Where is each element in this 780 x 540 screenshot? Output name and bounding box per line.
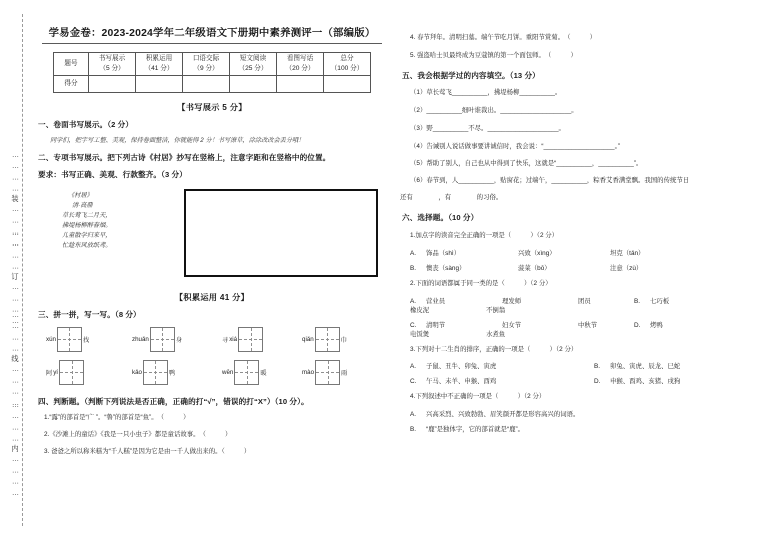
pinyin-item-3 <box>302 327 347 352</box>
choice-q2-option-a-part-3: 团员 <box>578 297 591 305</box>
poem-line-2: 拂堤杨柳醉春烟。 <box>62 221 112 229</box>
choice-q4-option-b[interactable] <box>410 424 760 433</box>
choice-q1-option-b-part-3: 注意（zù） <box>610 264 643 272</box>
score-col-0-points: （5 分） <box>99 65 125 73</box>
pinyin-item-7 <box>302 360 347 385</box>
pinyin-item-3-pinyin: qiǎn <box>302 335 314 343</box>
pinyin-item-6-pinyin: wēn <box>222 368 234 376</box>
pinyin-item-4-pinyin: yí <box>53 368 59 376</box>
poem-line-3: 儿童散学归来早， <box>62 231 112 239</box>
choice-q2-options-row-2[interactable] <box>410 320 760 338</box>
question-4-title: 四、判断题。（判断下列说法是否正确，正确的打“√”，错误的打“X”）（10 分）。 <box>38 396 309 406</box>
poem-text <box>62 191 112 251</box>
choice-q1-option-a[interactable] <box>410 248 760 257</box>
choice-q4-option-b-text: “鹿”是独体字，它的部首就是“鹿”。 <box>426 426 524 434</box>
fill-blank-item-6[interactable]: （6）春节到，人__________，贴窗花；过端午，__________，粽香艾香满堂飘。我国的传统节日 <box>410 176 690 184</box>
question-1-note: 同学们，把字写工整、美观，保持卷面整洁，你就能得 2 分！书写潦草，涂涂改改会丢分哦！ <box>50 136 305 144</box>
choice-q2-option-c-label: C. <box>410 321 417 329</box>
pinyin-item-5-right: 鸭 <box>168 369 176 377</box>
section-6-title: 六、选择题。（10 分） <box>402 213 479 223</box>
binding-margin <box>0 0 30 540</box>
score-col-3-points: （25 分） <box>238 65 268 73</box>
choice-question-4-stem[interactable]: 4.下列叙述中不正确的一项是（ ）（2 分） <box>410 393 546 401</box>
choice-q1-option-b-part-1: 懊丧（sàng） <box>426 264 466 272</box>
choice-q3-option-c-label: C. <box>410 378 417 386</box>
question-2-title: 二、专项书写展示。把下列古诗《村居》抄写在竖格上，注意字距和在竖格中的位置。 <box>38 152 331 162</box>
pinyin-item-5-grid[interactable] <box>143 360 168 385</box>
binding-dashed-line <box>22 14 23 526</box>
pinyin-item-6-grid[interactable] <box>234 360 259 385</box>
choice-q2-option-c-part-2: 妇女节 <box>502 321 522 329</box>
pinyin-item-0-pinyin: xún <box>46 335 56 343</box>
judgement-item-5[interactable]: 5. 强盗哈士贝最终成为豆蔻镇的第一个面包师。 （ ） <box>410 51 577 59</box>
binding-segment-grade: …………线………… <box>11 310 20 409</box>
choice-q1-option-a-part-3: 坦克（tǎn） <box>610 249 645 257</box>
pinyin-item-6-right: 暖 <box>260 369 267 377</box>
choice-q1-option-b-part-2: 菠菜（bō） <box>518 264 551 272</box>
choice-q2-option-d-label: D. <box>634 321 641 329</box>
pinyin-item-0-grid[interactable] <box>57 327 82 352</box>
pinyin-item-5-pinyin: kǎo <box>132 368 142 376</box>
judgement-item-2[interactable]: 2.《沙滩上的童话》《我是一只小虫子》都是童话故事。 （ ） <box>44 431 232 439</box>
poem-title: 《村居》 <box>68 191 93 199</box>
score-col-0-name: 书写展示 <box>98 55 126 62</box>
pinyin-item-7-pinyin: mào <box>302 368 315 376</box>
choice-q3-option-d-text: 申猴、酉鸡、亥猪、戌狗 <box>610 378 681 386</box>
choice-q1-option-b[interactable] <box>410 263 760 272</box>
pinyin-item-7-grid[interactable] <box>315 360 340 385</box>
score-col-5 <box>324 53 371 76</box>
choice-q2-option-c-part-3: 中秋节 <box>578 321 598 329</box>
fill-blank-item-5[interactable]: （5）帮助了别人，自己也从中得到了快乐，这就是“__________，__________”。 <box>410 159 643 167</box>
pinyin-item-3-grid[interactable] <box>315 327 340 352</box>
score-col-0 <box>89 53 136 76</box>
judgement-item-3[interactable]: 3. 爸爸之所以称米糕为“千人糕”是因为它是由一千人做出来的。（ ） <box>44 448 251 456</box>
pinyin-item-6 <box>222 360 267 385</box>
choice-q2-option-c-part-1: 清明节 <box>426 321 446 329</box>
choice-q2-option-b-part-2: 橡皮泥 <box>410 306 430 314</box>
score-col-2-name: 口语交际 <box>192 55 220 62</box>
choice-q2-option-a-part-1: 营业员 <box>426 297 446 305</box>
pinyin-row-2 <box>36 360 388 390</box>
pinyin-item-2-left: 寻 <box>222 336 229 344</box>
binding-segment-marks: …………装………… <box>11 150 20 249</box>
fill-blank-item-6-cont[interactable]: 还有 ，有 的习俗。 <box>400 193 503 201</box>
score-col-3 <box>230 53 277 76</box>
choice-q1-option-a-part-2: 兴致（xìng） <box>518 249 556 257</box>
pinyin-row-1 <box>36 325 388 355</box>
pinyin-item-1 <box>132 327 182 352</box>
table-row-score <box>54 76 371 93</box>
score-table-score-label: 得分 <box>54 76 89 93</box>
score-cell-4[interactable] <box>277 76 324 93</box>
choice-question-3-stem[interactable]: 3.下列对十二生肖的排序，正确的一项是（ ）（2 分） <box>410 345 578 353</box>
left-column <box>36 0 388 458</box>
choice-question-1-stem[interactable]: 1.加点字的读音完全正确的一项是（ ）（2 分） <box>410 231 559 239</box>
choice-q2-option-a-label: A. <box>410 297 417 305</box>
score-cell-3[interactable] <box>230 76 277 93</box>
pinyin-item-4-left: 阿 <box>46 369 53 377</box>
pinyin-item-2 <box>222 327 263 352</box>
choice-q4-option-a-text: 兴高采烈、兴致勃勃、眉笑颜开都是形容高兴的词语。 <box>426 411 580 419</box>
choice-q2-options-row-1[interactable] <box>410 296 760 314</box>
choice-q3-option-b-text: 卯兔、寅虎、辰龙、巳蛇 <box>610 363 681 371</box>
pinyin-item-2-pinyin: xiá <box>229 335 238 343</box>
choice-q4-option-a[interactable] <box>410 409 760 418</box>
choice-q2-option-b-part-3: 不倒翁 <box>486 306 506 314</box>
choice-q3-option-a-text: 子鼠、丑牛、卯兔、寅虎 <box>426 363 497 371</box>
fill-blank-item-4[interactable]: （4）告诫别人说话做事要讲诚信时，我会说：“____________________。” <box>410 142 620 150</box>
score-col-1-name: 积累运用 <box>145 55 173 62</box>
pinyin-item-3-right: 巾 <box>340 336 347 344</box>
question-1-title: 一、卷面书写展示。（2 分） <box>38 120 134 130</box>
binding-segment-class: …………订………… <box>11 228 20 327</box>
score-col-1 <box>136 53 183 76</box>
choice-q2-option-b-label: B. <box>634 297 641 305</box>
pinyin-item-1-right: 身 <box>175 336 183 344</box>
score-col-3-name: 短文阅读 <box>239 55 267 62</box>
pinyin-item-0 <box>46 327 89 352</box>
score-cell-5[interactable] <box>324 76 371 93</box>
pinyin-item-7-right: 雨 <box>341 369 348 377</box>
score-table <box>53 52 371 93</box>
right-column <box>400 0 760 433</box>
choice-q3-option-b-label: B. <box>594 363 601 371</box>
choice-q1-option-b-label: B. <box>410 264 417 272</box>
fill-blank-item-2[interactable]: （2）__________细叶谁裁出。____________________。 <box>410 107 578 115</box>
fill-blank-item-1[interactable]: （1）草长莺飞__________，拂堤杨柳__________。 <box>410 89 562 97</box>
choice-q3-options-row-1[interactable] <box>410 361 760 370</box>
pinyin-item-4 <box>46 360 84 385</box>
pinyin-item-4-grid[interactable] <box>59 360 84 385</box>
pinyin-item-1-grid[interactable] <box>150 327 175 352</box>
score-col-2-points: （9 分） <box>193 65 219 73</box>
choice-q2-option-d-part-1: 烤鸭 <box>650 321 663 329</box>
score-col-2 <box>183 53 230 76</box>
choice-q3-option-c-text: 午马、未羊、申猴、酉鸡 <box>426 378 497 386</box>
judgement-item-4[interactable]: 4. 春节拜年。清明扫墓。端午节吃月饼。重阳节赏菊。 （ ） <box>410 34 597 41</box>
pinyin-item-2-grid[interactable] <box>238 327 263 352</box>
score-table-row-label: 题号 <box>54 53 89 76</box>
table-row-header <box>54 53 371 76</box>
score-col-5-points: （100 分） <box>330 65 364 73</box>
judgement-item-1[interactable]: 1.“露”的部首是“广 ”。“鲁”的部首是“鱼”。 （ ） <box>44 414 190 422</box>
score-col-4 <box>277 53 324 76</box>
choice-q2-option-a-part-2: 理发师 <box>502 297 522 305</box>
poem-line-1: 草长莺飞二月天， <box>62 211 112 219</box>
choice-q1-option-a-label: A. <box>410 249 417 257</box>
score-cell-1[interactable] <box>136 76 183 93</box>
choice-q3-options-row-2[interactable] <box>410 376 760 385</box>
score-col-4-points: （20 分） <box>285 65 315 73</box>
fill-blank-item-3[interactable]: （3）野__________不尽。____________________。 <box>410 124 565 132</box>
choice-q2-option-d-part-3: 水煮鱼 <box>486 330 506 338</box>
title-divider <box>42 43 382 44</box>
pinyin-item-1-pinyin: zhuǎn <box>132 335 149 343</box>
score-col-5-name: 总分 <box>340 55 354 62</box>
section-heading-writing: 【书写展示 5 分】 <box>177 103 247 113</box>
question-2-requirement: 要求：书写正确、美观、行款整齐。（3 分） <box>38 170 187 180</box>
score-cell-0[interactable] <box>89 76 136 93</box>
question-3-title: 三、拼一拼，写一写。（8 分） <box>38 309 141 319</box>
choice-q2-option-b-part-1: 七巧板 <box>650 297 670 305</box>
score-cell-2[interactable] <box>183 76 230 93</box>
pinyin-item-0-right: 找 <box>82 336 90 344</box>
choice-q3-option-d-label: D. <box>594 378 601 386</box>
poem-and-copybox <box>36 187 388 283</box>
poem-author: 清·高鼎 <box>72 201 93 209</box>
choice-q2-option-d-part-2: 电饭煲 <box>410 330 430 338</box>
section-heading-accumulation: 【积累运用 41 分】 <box>174 292 250 302</box>
binding-segment-school: …………内………… <box>11 400 20 499</box>
choice-q4-option-b-label: B. <box>410 426 417 434</box>
choice-q1-option-a-part-1: 饰品（shì） <box>426 249 461 257</box>
choice-question-2-stem[interactable]: 2.下面的词语都属于同一类的是（ ）（2 分） <box>410 279 552 287</box>
pinyin-item-5 <box>132 360 175 385</box>
poem-line-4: 忙趁东风放纸鸢。 <box>62 241 112 249</box>
choice-q4-option-a-label: A. <box>410 411 417 419</box>
score-col-4-name: 看图写话 <box>286 55 314 62</box>
section-5-title: 五、我会根据学过的内容填空。（13 分） <box>402 70 540 80</box>
score-col-1-points: （41 分） <box>144 65 174 73</box>
choice-q3-option-a-label: A. <box>410 363 417 371</box>
page-title: 学易金卷：2023-2024学年二年级语文下册期中素养测评一（部编版） <box>48 28 376 39</box>
handwriting-copy-box[interactable] <box>184 189 378 277</box>
